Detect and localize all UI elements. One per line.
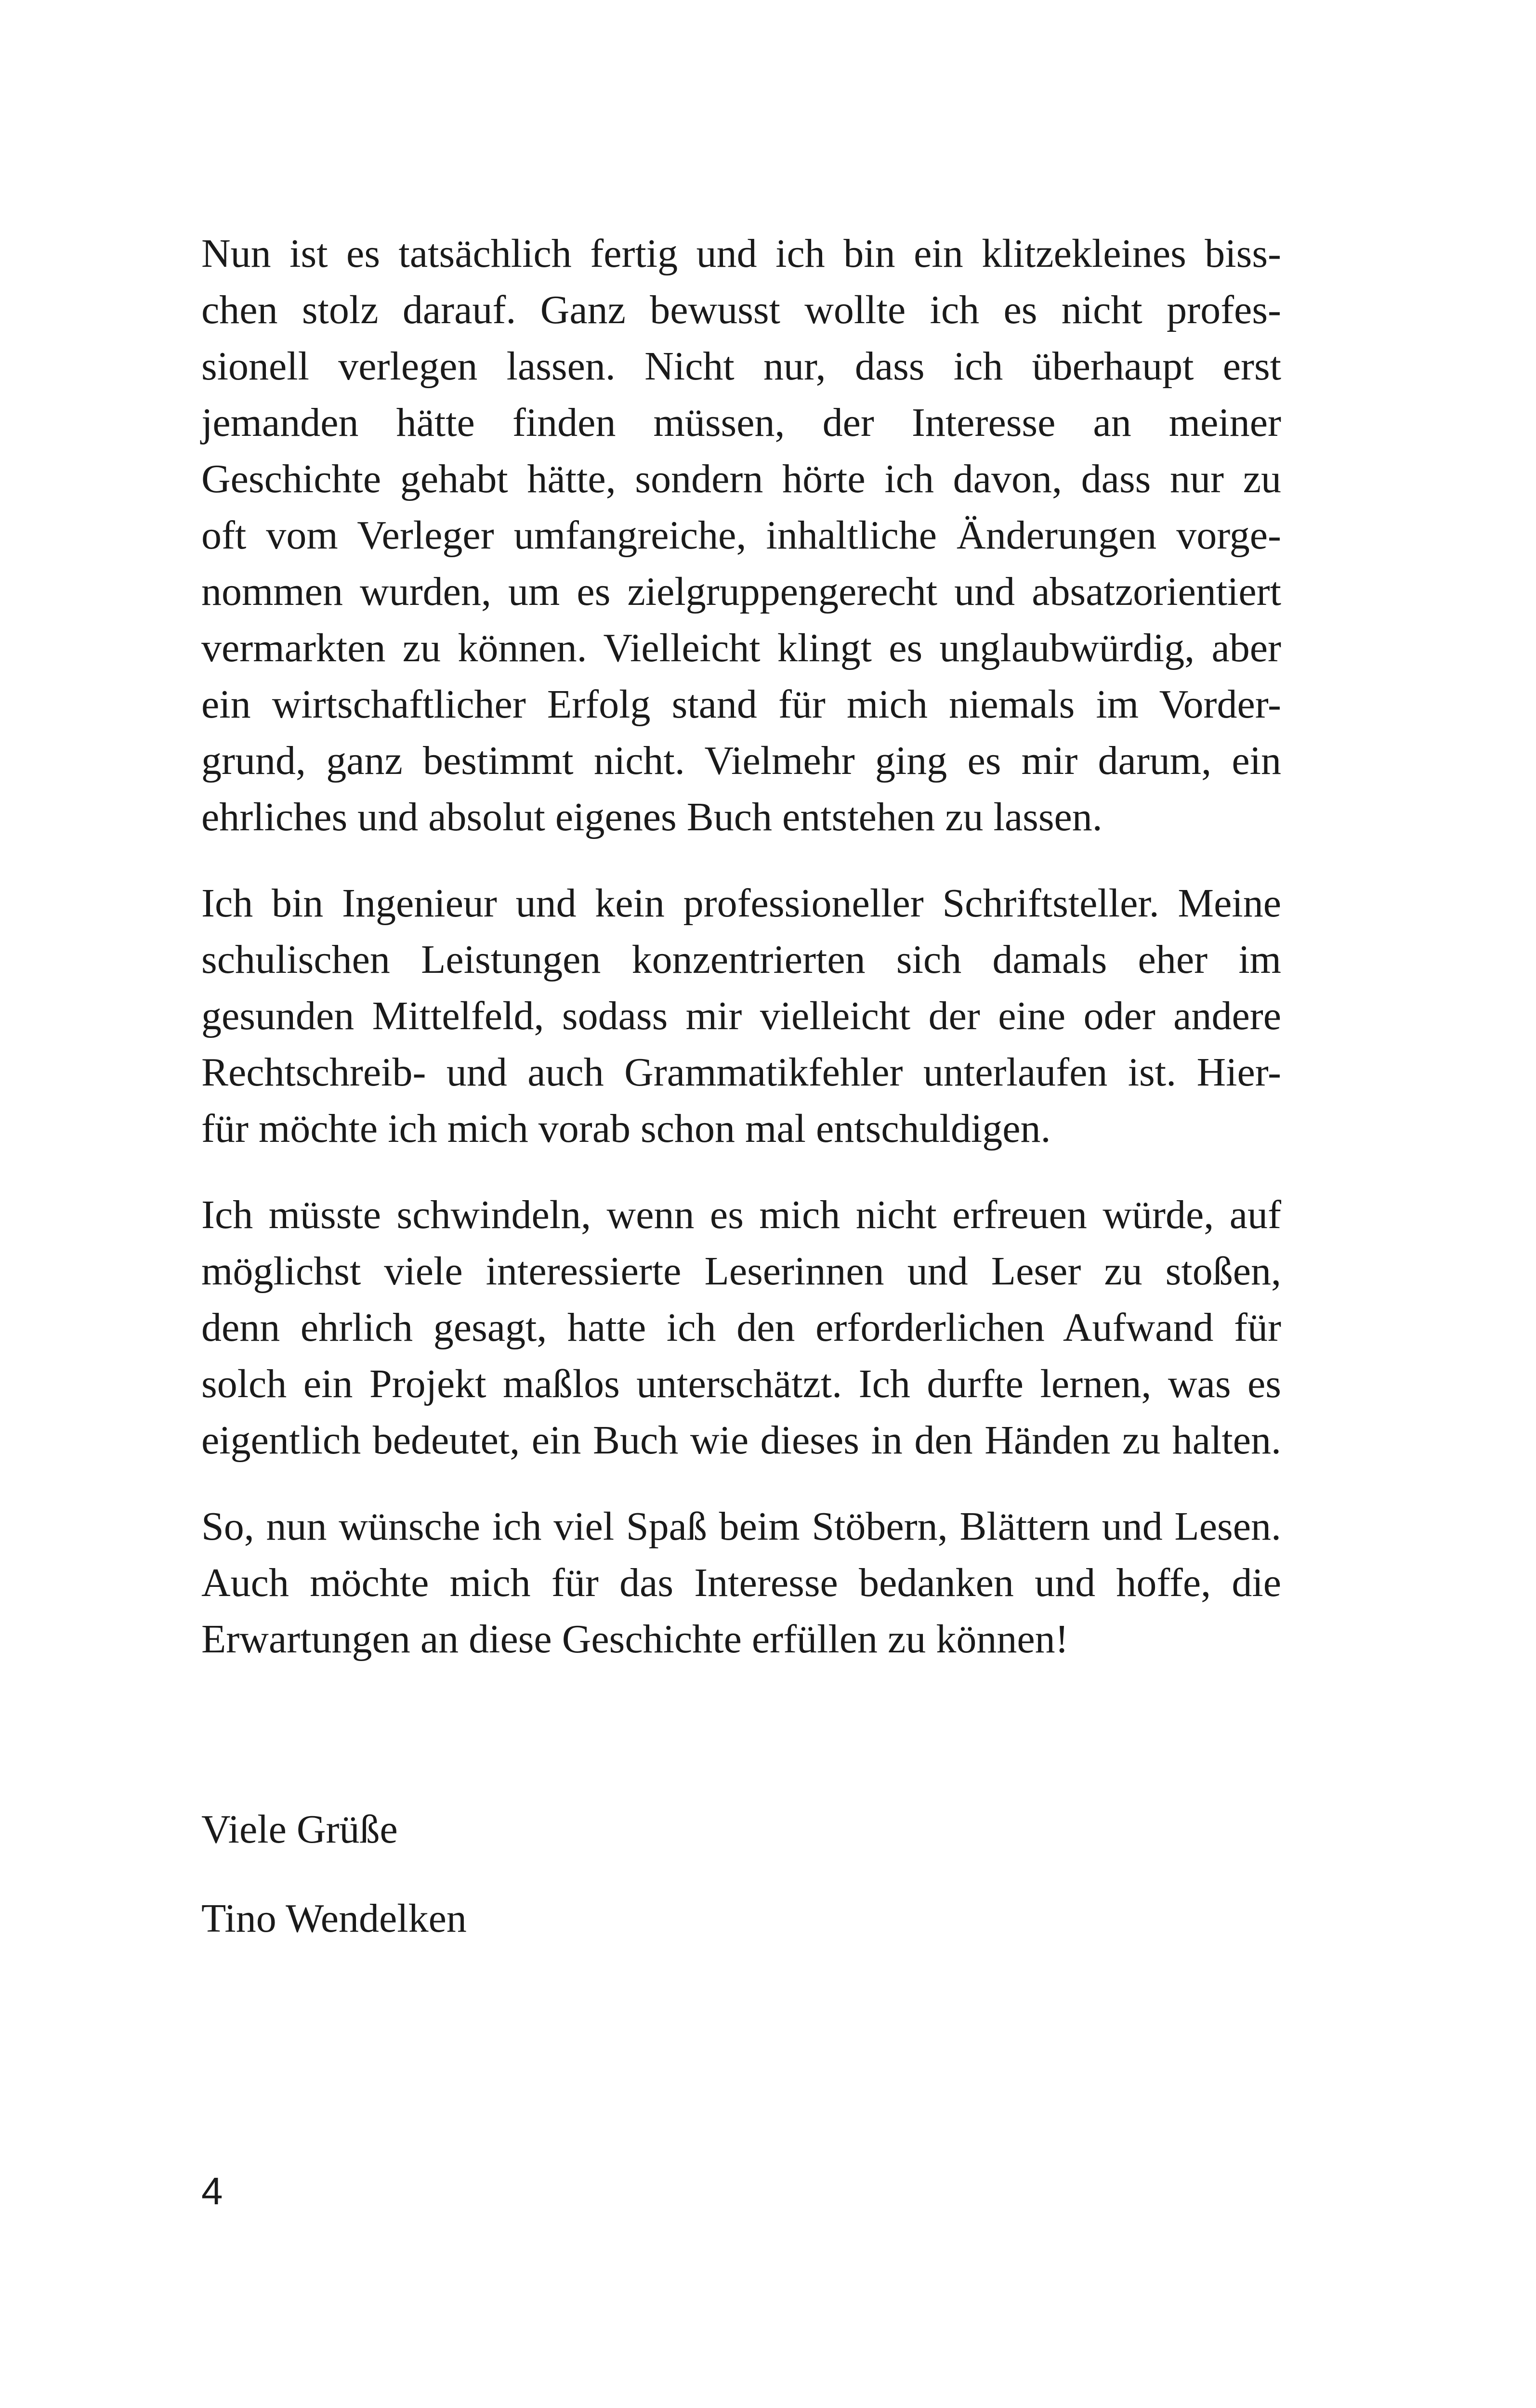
- text-line: Nun ist es tatsächlich fertig und ich bin ein klitzekleines biss-: [201, 231, 1281, 276]
- text-line: Rechtschreib- und auch Grammatikfehler unterlaufen ist. Hier-: [201, 1050, 1281, 1095]
- text-line: So, nun wünsche ich viel Spaß beim Stöbern, Blättern und Lesen.: [201, 1504, 1281, 1549]
- text-line: Ich bin Ingenieur und kein professioneller Schriftsteller. Meine: [201, 881, 1281, 926]
- text-line: jemanden hätte finden müssen, der Interesse an meiner: [201, 400, 1281, 445]
- paragraph-4: [201, 1498, 1281, 1667]
- page-number: 4: [201, 2170, 223, 2212]
- paragraph-3: [201, 1187, 1281, 1468]
- text-line: Auch möchte mich für das Interesse bedanken und hoffe, die: [201, 1560, 1281, 1605]
- text-line: vermarkten zu können. Vielleicht klingt es unglaubwürdig, aber: [201, 626, 1281, 670]
- text-line: gesunden Mittelfeld, sodass mir vielleicht der eine oder andere: [201, 994, 1281, 1038]
- text-line: eigentlich bedeutet, ein Buch wie dieses in den Händen zu halten.: [201, 1418, 1281, 1463]
- text-line: solch ein Projekt maßlos unterschätzt. Ich durfte lernen, was es: [201, 1361, 1281, 1406]
- text-line: grund, ganz bestimmt nicht. Vielmehr ging es mir darum, ein: [201, 738, 1281, 783]
- text-line: schulischen Leistungen konzentrierten sich damals eher im: [201, 937, 1281, 982]
- text-line: denn ehrlich gesagt, hatte ich den erforderlichen Aufwand für: [201, 1305, 1281, 1350]
- text-line: Ich müsste schwindeln, wenn es mich nicht erfreuen würde, auf: [201, 1192, 1281, 1237]
- text-line: ehrliches und absolut eigenes Buch entstehen zu lassen.: [201, 795, 1103, 839]
- paragraph-1: [201, 225, 1281, 845]
- body-text: [201, 225, 1281, 1697]
- text-line: Erwartungen an diese Geschichte erfüllen zu können!: [201, 1617, 1069, 1662]
- text-line: oft vom Verleger umfangreiche, inhaltliche Änderungen vorge-: [201, 513, 1281, 558]
- text-line: Geschichte gehabt hätte, sondern hörte ich davon, dass nur zu: [201, 457, 1281, 501]
- text-line: nommen wurden, um es zielgruppengerecht und absatzorientiert: [201, 569, 1281, 614]
- closing-greeting: Viele Grüße: [201, 1807, 398, 1852]
- text-line: sionell verlegen lassen. Nicht nur, dass ich überhaupt erst: [201, 344, 1281, 389]
- author-signature: Tino Wendelken: [201, 1896, 467, 1941]
- text-line: ein wirtschaftlicher Erfolg stand für mich niemals im Vorder-: [201, 682, 1281, 727]
- text-line: für möchte ich mich vorab schon mal entschuldigen.: [201, 1106, 1051, 1151]
- text-line: möglichst viele interessierte Leserinnen und Leser zu stoßen,: [201, 1249, 1281, 1294]
- text-line: chen stolz darauf. Ganz bewusst wollte ich es nicht profes-: [201, 288, 1281, 332]
- paragraph-2: [201, 875, 1281, 1157]
